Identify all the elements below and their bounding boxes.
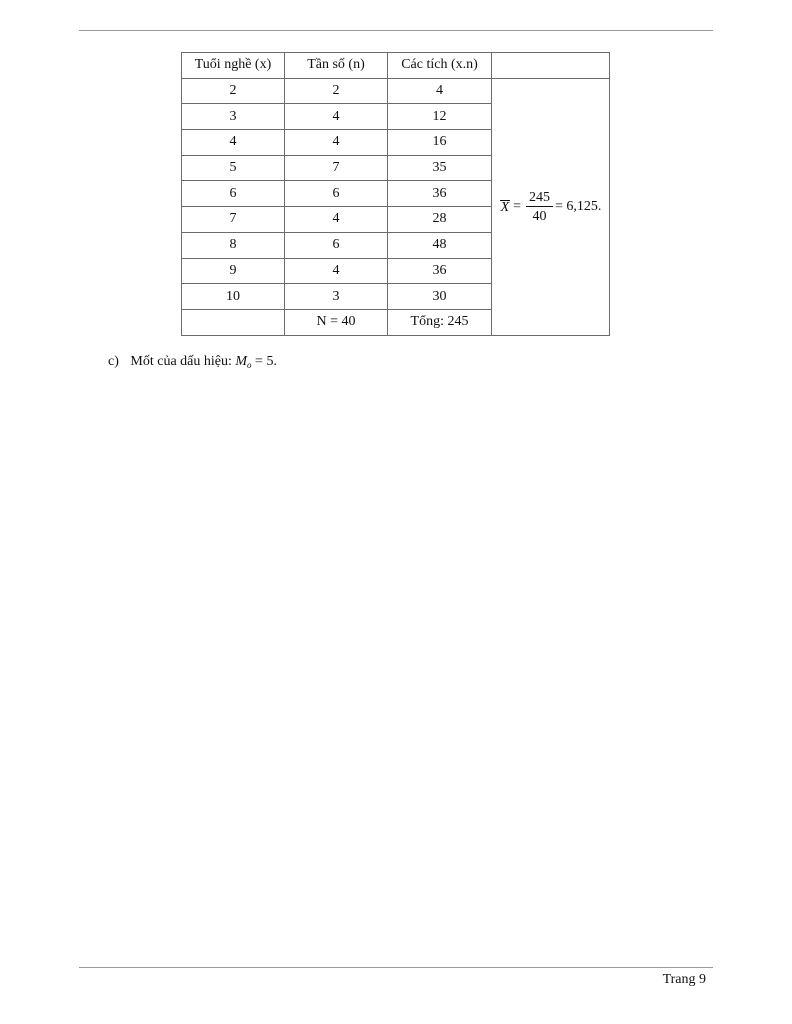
mean-formula [500,190,602,224]
mode-statement [108,354,277,370]
fraction-denominator: 40 [532,208,547,224]
cell-xn: 4 [388,78,492,104]
cell-n: 4 [285,104,388,130]
item-label: c) [108,354,119,369]
header-cell: Các tích (x.n) [388,53,492,79]
header-cell: Tần số (n) [285,53,388,79]
cell-n: 7 [285,155,388,181]
cell-n: 3 [285,284,388,310]
frequency-table [181,52,610,336]
footer-rule [79,967,713,968]
cell-x: 2 [182,78,285,104]
cell-n: 6 [285,232,388,258]
cell-x: 9 [182,258,285,284]
cell-x: 3 [182,104,285,130]
header-cell: Tuổi nghề (x) [182,53,285,79]
cell-xn: 48 [388,232,492,258]
cell-x: 10 [182,284,285,310]
cell-xn: 30 [388,284,492,310]
total-xn: Tổng: 245 [388,309,492,335]
cell-xn: 36 [388,258,492,284]
cell-xn: 36 [388,181,492,207]
equals-sign: = [513,198,522,214]
cell-n: 2 [285,78,388,104]
cell-n: 6 [285,181,388,207]
mode-text: Mốt của dấu hiệu: [130,354,232,369]
cell-n: 4 [285,258,388,284]
fraction-numerator: 245 [526,190,553,207]
header-rule [79,30,713,31]
cell-x: 7 [182,207,285,233]
cell-x: 8 [182,232,285,258]
cell-x: 6 [182,181,285,207]
fraction [526,190,553,224]
mean-cell [492,78,610,335]
mode-value: = 5. [255,354,277,369]
header-cell [492,53,610,79]
cell-empty [182,309,285,335]
mean-symbol: X [500,199,510,215]
cell-n: 4 [285,207,388,233]
mode-subscript: o [247,360,252,370]
cell-n: 4 [285,130,388,156]
mean-result: = 6,125. [555,198,602,214]
mode-symbol: M [235,354,248,369]
total-n: N = 40 [285,309,388,335]
cell-x: 4 [182,130,285,156]
cell-xn: 35 [388,155,492,181]
cell-x: 5 [182,155,285,181]
table-row [182,78,610,104]
page-number: Trang 9 [662,972,706,987]
cell-xn: 28 [388,207,492,233]
table-header-row [182,53,610,79]
cell-xn: 12 [388,104,492,130]
cell-xn: 16 [388,130,492,156]
